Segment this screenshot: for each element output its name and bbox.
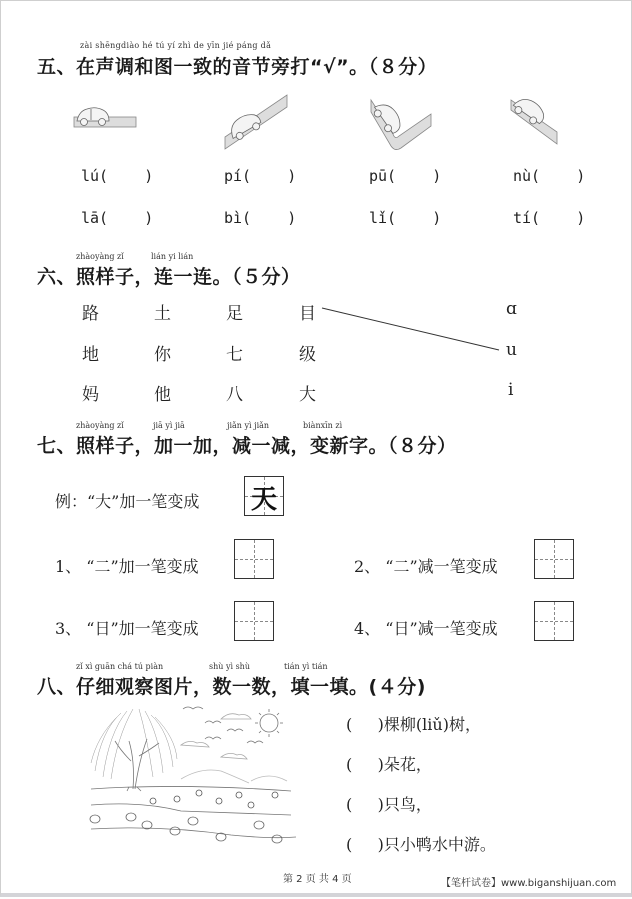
character-item[interactable]: 目 (299, 304, 316, 324)
section5-number: 五、 (37, 56, 77, 78)
section7-pinyin-2: jiā yì jiā (153, 421, 185, 430)
section6-pinyin-1: zhàoyàng zǐ (76, 252, 124, 261)
section6-title: 照样子，连一连。 (76, 266, 233, 288)
character-item[interactable]: 你 (154, 345, 171, 365)
syllable-option[interactable]: nù( ) (513, 167, 586, 185)
blank-bird-count[interactable]: ( )只鸟， (346, 795, 432, 814)
syllable-option[interactable]: lǐ( ) (369, 209, 442, 227)
character-item[interactable]: 级 (299, 345, 316, 365)
example-answer-char: 天 (250, 485, 277, 515)
section5-title: 在声调和图一致的音节旁打“√”。 (76, 56, 369, 78)
character-item[interactable]: 土 (154, 304, 171, 324)
syllable-option[interactable]: pū( ) (369, 167, 442, 185)
vowel-target[interactable]: ɑ (506, 299, 517, 319)
site-watermark: 【笔杆试卷】www.biganshijuan.com (441, 878, 617, 889)
section7-number: 七、 (37, 435, 77, 457)
section6-pinyin-2: lián yi lián (151, 252, 194, 261)
section8-number: 八、 (37, 676, 77, 698)
section7-item-4: 4、 “日”减一笔变成 (354, 619, 498, 638)
syllable-option[interactable]: lú( ) (81, 167, 154, 185)
syllable-option[interactable]: bì( ) (224, 209, 297, 227)
character-item[interactable]: 八 (226, 385, 243, 405)
section7-item-2: 2、 “二”减一笔变成 (354, 557, 498, 576)
section8-score: (４分) (368, 676, 426, 698)
section7-pinyin-1: zhàoyàng zǐ (76, 421, 124, 430)
syllable-option[interactable]: pí( ) (224, 167, 297, 185)
section5-pinyin: zài shēngdiào hé tú yí zhì de yīn jié páng dǎ (80, 41, 272, 50)
section8-pinyin-2: shù yì shù (209, 662, 250, 671)
answer-box-2[interactable] (534, 539, 574, 579)
syllable-option[interactable]: tí( ) (513, 209, 586, 227)
section7-item-3: 3、 “日”加一笔变成 (55, 619, 199, 638)
section5-score: （８分） (368, 56, 438, 78)
character-item[interactable]: 路 (82, 304, 99, 324)
vowel-target[interactable]: i (508, 380, 514, 400)
character-item[interactable]: 地 (82, 345, 99, 365)
answer-box-1[interactable] (234, 539, 274, 579)
example-answer-box (244, 476, 284, 516)
section7-score: （８分） (388, 435, 457, 457)
character-item[interactable]: 足 (226, 304, 243, 324)
blank-willow-count[interactable]: ( )棵柳(liǔ)树， (346, 715, 481, 734)
section7-pinyin-3: jiǎn yì jiǎn (227, 421, 270, 430)
answer-box-3[interactable] (234, 601, 274, 641)
vowel-target[interactable]: u (506, 340, 517, 360)
character-item[interactable]: 妈 (82, 385, 99, 405)
blank-flower-count[interactable]: ( )朵花， (346, 755, 432, 774)
character-item[interactable]: 他 (154, 385, 171, 405)
section6-number: 六、 (37, 266, 77, 288)
answer-box-4[interactable] (534, 601, 574, 641)
character-item[interactable]: 大 (299, 385, 316, 405)
section7-heading (37, 431, 457, 458)
section6-score: （５分） (232, 266, 301, 288)
section7-title: 照样子，加一加，减一减，变新字。 (76, 435, 389, 457)
blank-duck-count[interactable]: ( )只小鸭水中游。 (346, 835, 496, 854)
scene-illustration (81, 701, 301, 851)
page-number: 第 2 页 共 4 页 (283, 874, 352, 885)
section8-pinyin-1: zǐ xì guān chá tú piàn (76, 662, 164, 671)
syllable-option[interactable]: lā( ) (81, 209, 154, 227)
section8-heading (37, 672, 426, 699)
character-item[interactable]: 七 (226, 345, 243, 365)
section8-pinyin-3: tián yì tián (284, 662, 328, 671)
section7-item-1: 1、 “二”加一笔变成 (55, 557, 199, 576)
section7-example-text: 例：“大”加一笔变成 (55, 492, 200, 511)
section7-pinyin-4: biànxīn zì (303, 421, 343, 430)
section8-title: 仔细观察图片，数一数，填一填。 (76, 676, 369, 698)
